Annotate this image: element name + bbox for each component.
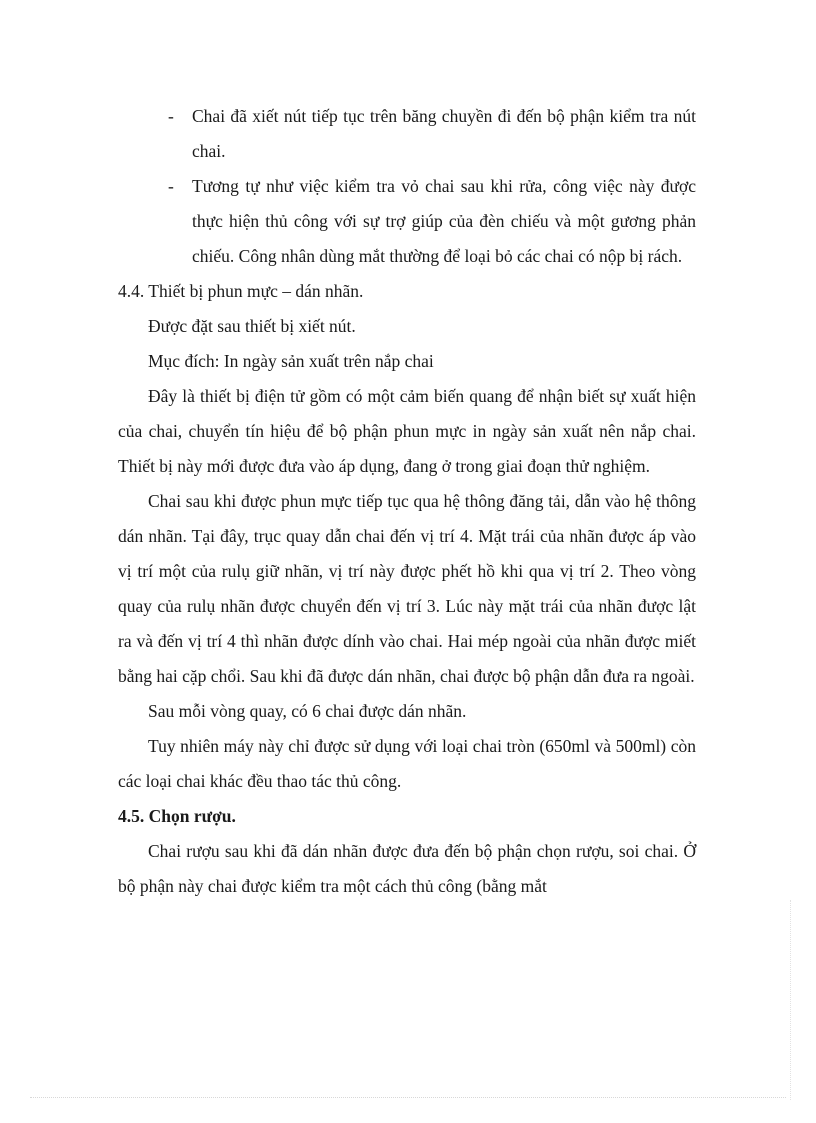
section-heading-4-4: 4.4. Thiết bị phun mực – dán nhãn. <box>118 281 364 301</box>
bullet-dash: - <box>168 176 174 196</box>
document-body <box>118 99 696 904</box>
paragraph: Đây là thiết bị điện tử gồm có một cảm biến quang để nhận biết sự xuất hiện của chai, chuyển tín hiệu để bộ phận phun mực in ngày sản xuất nên nắp chai. Thiết bị này mới được đưa vào áp dụng, đang ở trong giai đoạn thử nghiệm. <box>118 386 696 476</box>
paragraph: Tuy nhiên máy này chỉ được sử dụng với loại chai tròn (650ml và 500ml) còn các loại chai khác đều thao tác thủ công. <box>118 736 696 791</box>
paragraph-placement: Được đặt sau thiết bị xiết nút. <box>148 316 356 336</box>
bullet-text: Chai đã xiết nút tiếp tục trên băng chuyền đi đến bộ phận kiểm tra nút chai. <box>192 106 696 161</box>
footer-divider <box>30 1097 786 1098</box>
section-heading-4-5: 4.5. Chọn rượu. <box>118 806 236 826</box>
paragraph-purpose: Mục đích: In ngày sản xuất trên nắp chai <box>148 351 434 371</box>
bullet-dash: - <box>168 106 174 126</box>
bullet-text: Tương tự như việc kiểm tra vỏ chai sau khi rửa, công việc này được thực hiện thủ công với sự trợ giúp của đèn chiếu và một gương phản chiếu. Công nhân dùng mắt thường để loại bỏ các chai có nộp bị rách. <box>192 176 696 266</box>
paragraph: Chai rượu sau khi đã dán nhãn được đưa đến bộ phận chọn rượu, soi chai. Ở bộ phận này chai được kiểm tra một cách thủ công (bằng mắt <box>118 841 696 896</box>
paragraph: Sau mỗi vòng quay, có 6 chai được dán nhãn. <box>148 701 467 721</box>
margin-divider <box>790 900 791 1100</box>
bullet-item <box>118 169 696 274</box>
paragraph: Chai sau khi được phun mực tiếp tục qua hệ thông đăng tải, dẫn vào hệ thông dán nhãn. Tại đây, trục quay dẫn chai đến vị trí 4. Mặt trái của nhãn được áp vào vị trí một của rulụ giữ nhãn, vị trí này được phết hồ khi qua vị trí 2. Theo vòng quay của rulụ nhãn được chuyển đến vị trí 3. Lúc này mặt trái của nhãn được lật ra và đến vị trí 4 thì nhãn được dính vào chai. Hai mép ngoài của nhãn được miết bằng hai cặp chổi. Sau khi đã được dán nhãn, chai được bộ phận dẫn đưa ra ngoài. <box>118 491 696 686</box>
bullet-item <box>118 99 696 169</box>
